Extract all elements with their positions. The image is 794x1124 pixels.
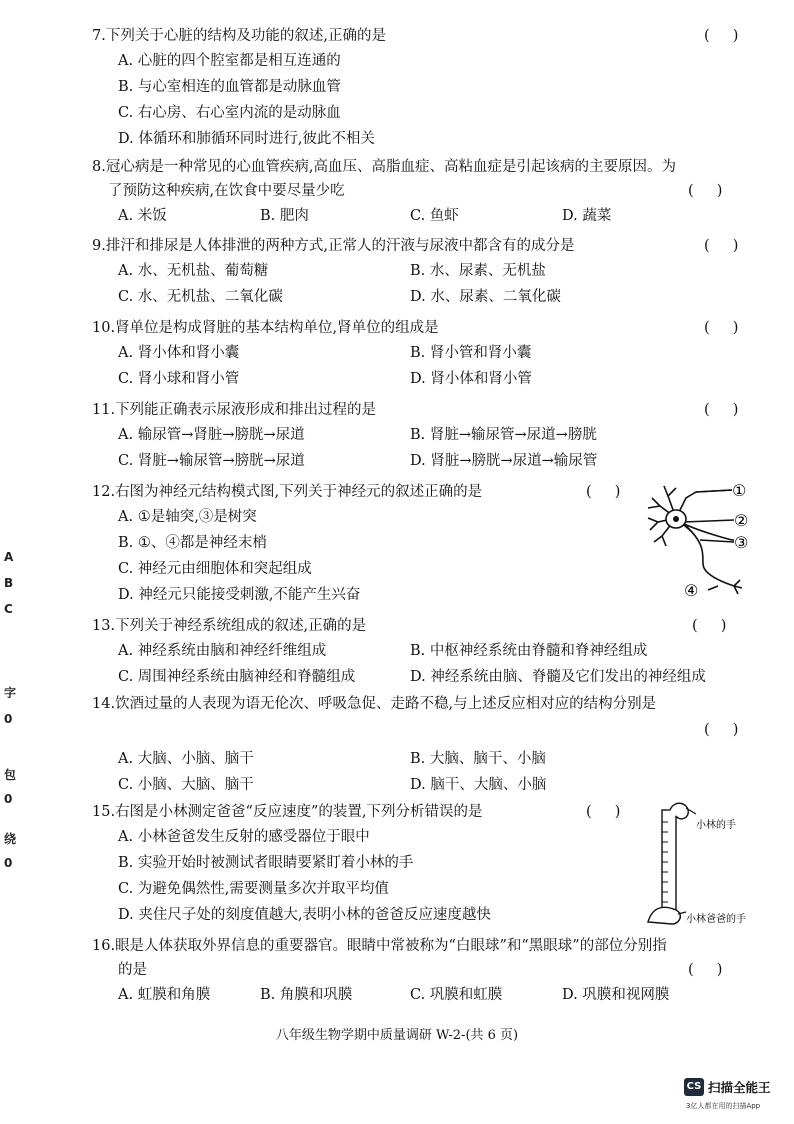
options-row bbox=[92, 258, 762, 284]
options-row bbox=[92, 746, 762, 772]
question-text: 冠心病是一种常见的心血管疾病,高血压、高脂血症、高粘血症是引起该病的主要原因。为 bbox=[105, 159, 676, 175]
question-text: 下列能正确表示尿液形成和排出过程的是 bbox=[115, 402, 377, 418]
question-number: 15. bbox=[92, 804, 116, 820]
question-number: 10. bbox=[92, 320, 116, 336]
option-a: A. 心脏的四个腔室都是相互连通的 bbox=[118, 53, 341, 69]
option-b: B. 与心室相连的血管都是动脉血管 bbox=[118, 79, 341, 95]
ruler-label-bottom: 小林爸爸的手 bbox=[686, 914, 746, 925]
options-row bbox=[92, 366, 762, 392]
option-d: D. 肾脏→膀胱→尿道→输尿管 bbox=[410, 453, 598, 469]
ruler-label-top: 小林的手 bbox=[696, 820, 736, 831]
answer-parentheses: ( ) bbox=[586, 804, 621, 820]
question-number: 13. bbox=[92, 618, 116, 634]
option-c: C. 鱼虾 bbox=[410, 208, 459, 224]
margin-char: 绕 bbox=[4, 832, 17, 846]
options-row bbox=[92, 982, 762, 1008]
question-text: 下列关于神经系统组成的叙述,正确的是 bbox=[115, 618, 367, 634]
margin-char: 0 bbox=[4, 856, 13, 870]
margin-char: 字 bbox=[4, 686, 17, 700]
question-number: 11. bbox=[92, 402, 116, 418]
scanner-watermark bbox=[684, 1078, 771, 1096]
margin-char: 0 bbox=[4, 712, 13, 726]
question-13 bbox=[92, 614, 762, 690]
neuron-diagram bbox=[640, 478, 780, 608]
question-number: 8. bbox=[92, 159, 106, 175]
answer-parentheses: ( ) bbox=[704, 320, 739, 336]
question-stem bbox=[92, 234, 762, 258]
option-c: C. 周围神经系统由脑神经和脊髓组成 bbox=[118, 669, 356, 685]
option-c: C. 右心房、右心室内流的是动脉血 bbox=[118, 105, 341, 121]
question-text: 右图为神经元结构模式图,下列关于神经元的叙述正确的是 bbox=[115, 484, 483, 500]
margin-char: B bbox=[4, 576, 14, 590]
option-d: D. 脑干、大脑、小脑 bbox=[410, 777, 547, 793]
option-d: D. 蔬菜 bbox=[562, 208, 612, 224]
question-stem-line2 bbox=[92, 179, 762, 203]
option-c: C. 肾小球和肾小管 bbox=[118, 371, 240, 387]
question-text: 右图是小林测定爸爸“反应速度”的装置,下列分析错误的是 bbox=[115, 804, 483, 820]
option-b: B. 肥肉 bbox=[260, 208, 309, 224]
option-c: C. 神经元由细胞体和突起组成 bbox=[118, 561, 312, 577]
option-c: C. 水、无机盐、二氧化碳 bbox=[118, 289, 283, 305]
question-stem bbox=[92, 398, 762, 422]
option-a: A. 小林爸爸发生反射的感受器位于眼中 bbox=[118, 829, 370, 845]
options-row bbox=[92, 203, 762, 229]
ruler-reaction-diagram bbox=[640, 800, 790, 930]
option-a: A. 虹膜和角膜 bbox=[118, 987, 211, 1003]
question-stem bbox=[92, 24, 762, 48]
option-b: B. 实验开始时被测试者眼睛要紧盯着小林的手 bbox=[118, 855, 414, 871]
option-d: D. 巩膜和视网膜 bbox=[562, 987, 670, 1003]
answer-parentheses: ( ) bbox=[688, 962, 723, 978]
question-stem bbox=[92, 692, 762, 716]
page-footer: 八年级生物学期中质量调研 W-2-(共 6 页) bbox=[275, 1028, 519, 1043]
question-number: 12. bbox=[92, 484, 116, 500]
option-a: A. 神经系统由脑和神经纤维组成 bbox=[118, 643, 327, 659]
question-text-cont: 了预防这种疾病,在饮食中要尽量少吃 bbox=[108, 183, 345, 199]
neuron-label-1: ① bbox=[732, 481, 747, 500]
question-stem-line2 bbox=[92, 958, 762, 982]
option-c: C. 肾脏→输尿管→膀胱→尿道 bbox=[118, 453, 305, 469]
option-c: C. 为避免偶然性,需要测量多次并取平均值 bbox=[118, 881, 389, 897]
question-10 bbox=[92, 316, 762, 392]
question-stem bbox=[92, 155, 762, 179]
question-stem bbox=[92, 316, 762, 340]
answer-line bbox=[92, 716, 762, 746]
answer-parentheses: ( ) bbox=[704, 402, 739, 418]
option-d: D. 体循环和肺循环同时进行,彼此不相关 bbox=[118, 131, 375, 147]
question-number: 14. bbox=[92, 696, 116, 712]
answer-parentheses: ( ) bbox=[688, 183, 723, 199]
margin-char: C bbox=[4, 602, 13, 616]
option-d: D. 水、尿素、二氧化碳 bbox=[410, 289, 561, 305]
option-a: A. 肾小体和肾小囊 bbox=[118, 345, 240, 361]
question-text: 肾单位是构成肾脏的基本结构单位,肾单位的组成是 bbox=[115, 320, 439, 336]
options-row bbox=[92, 340, 762, 366]
question-number: 7. bbox=[92, 28, 106, 44]
option-a: A. 水、无机盐、葡萄糖 bbox=[118, 263, 269, 279]
question-16 bbox=[92, 934, 762, 1008]
answer-parentheses: ( ) bbox=[704, 722, 739, 738]
option-b: B. 肾小管和肾小囊 bbox=[410, 345, 532, 361]
answer-parentheses: ( ) bbox=[692, 618, 727, 634]
option-b: B. 肾脏→输尿管→尿道→膀胱 bbox=[410, 427, 597, 443]
option-d: D. 神经元只能接受刺激,不能产生兴奋 bbox=[118, 587, 361, 603]
scanner-name: 扫描全能王 bbox=[708, 1080, 771, 1095]
option-d: D. 神经系统由脑、脊髓及它们发出的神经组成 bbox=[410, 669, 706, 685]
question-text: 排汗和排尿是人体排泄的两种方式,正常人的汗液与尿液中都含有的成分是 bbox=[105, 238, 575, 254]
options-row bbox=[92, 772, 762, 798]
answer-parentheses: ( ) bbox=[704, 238, 739, 254]
option-d: D. 肾小体和肾小管 bbox=[410, 371, 532, 387]
question-stem bbox=[92, 614, 762, 638]
option-c: C. 巩膜和虹膜 bbox=[410, 987, 503, 1003]
option-a: A. 输尿管→肾脏→膀胱→尿道 bbox=[118, 427, 305, 443]
margin-char: A bbox=[4, 550, 14, 564]
answer-parentheses: ( ) bbox=[704, 28, 739, 44]
neuron-label-3: ③ bbox=[734, 533, 749, 552]
question-stem bbox=[92, 934, 762, 958]
question-text-cont: 的是 bbox=[118, 962, 147, 978]
option-b: B. 水、尿素、无机盐 bbox=[410, 263, 546, 279]
option-c: C. 小脑、大脑、脑干 bbox=[118, 777, 254, 793]
question-number: 16. bbox=[92, 938, 116, 954]
options-row bbox=[92, 422, 762, 448]
neuron-label-2: ② bbox=[734, 511, 749, 530]
question-text: 眼是人体获取外界信息的重要器官。眼睛中常被称为“白眼球”和“黑眼球”的部位分别指 bbox=[115, 938, 667, 954]
answer-parentheses: ( ) bbox=[586, 484, 621, 500]
question-9 bbox=[92, 234, 762, 310]
margin-char: 包 bbox=[4, 768, 17, 782]
option-b: B. 大脑、脑干、小脑 bbox=[410, 751, 546, 767]
question-8 bbox=[92, 155, 762, 229]
option-d: D. 夹住尺子处的刻度值越大,表明小林的爸爸反应速度越快 bbox=[118, 907, 491, 923]
option-a: A. 米饭 bbox=[118, 208, 167, 224]
question-text: 饮酒过量的人表现为语无伦次、呼吸急促、走路不稳,与上述反应相对应的结构分别是 bbox=[115, 696, 657, 712]
option-a: A. ①是轴突,③是树突 bbox=[118, 509, 257, 525]
question-11 bbox=[92, 398, 762, 474]
camscanner-logo-icon: CS bbox=[684, 1078, 704, 1096]
margin-char: 0 bbox=[4, 792, 13, 806]
question-7 bbox=[92, 24, 762, 152]
option-b: B. 中枢神经系统由脊髓和脊神经组成 bbox=[410, 643, 648, 659]
question-text: 下列关于心脏的结构及功能的叙述,正确的是 bbox=[105, 28, 386, 44]
question-number: 9. bbox=[92, 238, 106, 254]
options-row bbox=[92, 284, 762, 310]
options-row bbox=[92, 448, 762, 474]
option-a: A. 大脑、小脑、脑干 bbox=[118, 751, 254, 767]
option-b: B. ①、④都是神经末梢 bbox=[118, 535, 267, 551]
neuron-label-4: ④ bbox=[684, 581, 699, 600]
question-14 bbox=[92, 692, 762, 798]
scanner-tagline: 3亿人都在用的扫描App bbox=[686, 1102, 761, 1110]
options-row bbox=[92, 664, 762, 690]
option-b: B. 角膜和巩膜 bbox=[260, 987, 353, 1003]
options-row bbox=[92, 638, 762, 664]
